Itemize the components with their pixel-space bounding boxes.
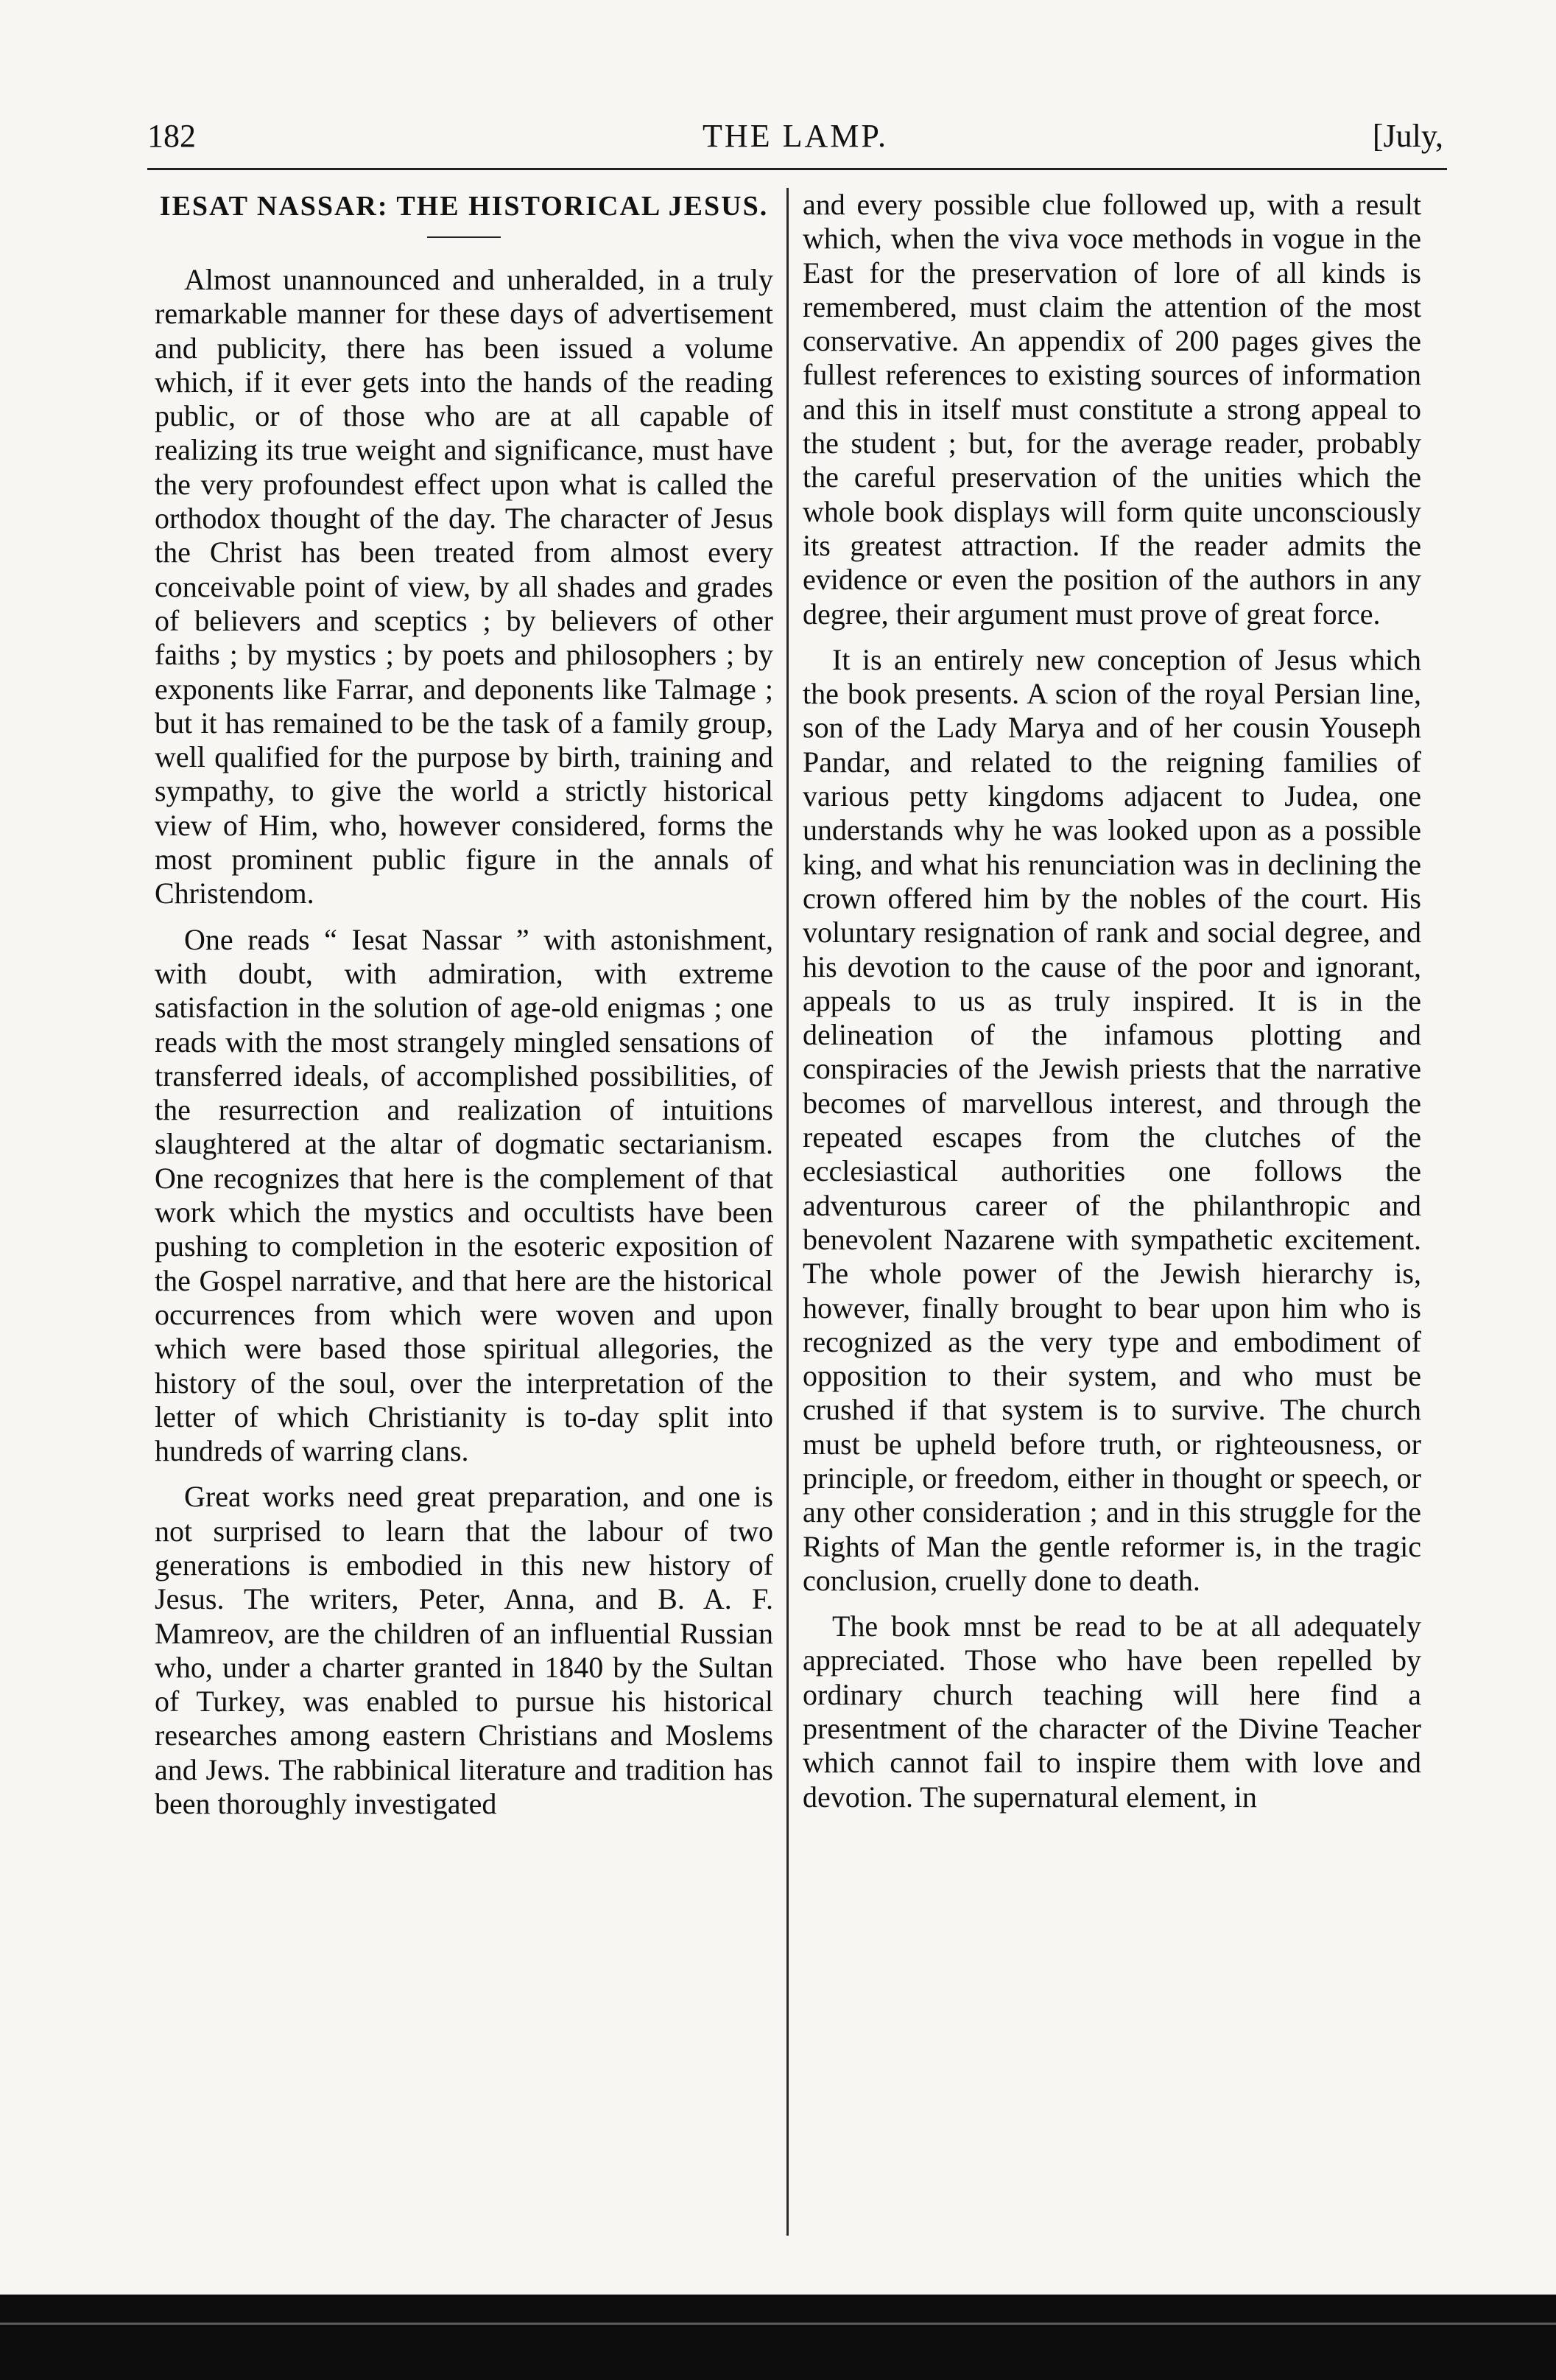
right-column [803,188,1421,1826]
article-title: IESAT NASSAR: THE HISTORICAL JESUS. [159,191,769,222]
column-divider [786,188,789,2236]
paragraph: It is an entirely new conception of Jesus which the book presents. A scion of the royal Persian line, son of the Lady Marya and of her cousin Youseph Pandar, and related to the reigning families of various petty kingdoms adjacent to Judea, one understands why he was looked upon as a possible king, and what his renunciation was in declining the crown offered him by the nobles of the court. His voluntary resignation of rank and social degree, and his devotion to the cause of the poor and ignorant, appeals to us as truly inspired. It is in the delineation of the infamous plotting and conspiracies of the Jewish priests that the narrative becomes of marvellous interest, and through the repeated escapes from the clutches of the ecclesiastical authorities one follows the adventurous career of the philanthropic and benevolent Nazarene with sympathetic excitement. The whole power of the Jewish hierarchy is, however, finally brought to bear upon him who is recognized as the very type and embodiment of opposition to their system, and who must be crushed if that system is to survive. The church must be upheld before truth, or righteousness, or principle, or freedom, either in thought or speech, or any other consideration ; and in this struggle for the Rights of Man the gentle reformer is, in the tragic conclusion, cruelly done to death. [803,642,1421,1597]
left-column [155,188,773,1833]
scan-edge [0,2295,1556,2380]
page-number: 182 [147,118,196,154]
running-title: THE LAMP. [703,118,888,154]
paragraph: Great works need great preparation, and one is not surprised to learn that the labour of two generations is embodied in this new history of Jesus. The writers, Peter, Anna, and B. A. F. Mamreov, are the children of an influential Russian who, under a charter granted in 1840 by the Sultan of Turkey, was enabled to pursue his historical researches among eastern Christians and Moslems and Jews. The rabbinical literature and tradition has been thoroughly investigated [155,1480,773,1821]
header-rule [147,168,1447,170]
title-divider [427,236,501,238]
paragraph: The book mnst be read to be at all adequately appreciated. Those who have been repelled by ordinary church teaching will here find a presentment of the character of the Divine Teacher which cannot fail to inspire them with love and devotion. The supernatural element, in [803,1610,1421,1814]
scan-streak [0,2323,1556,2325]
issue-month: [July, [1372,118,1443,154]
running-header [147,110,1443,162]
paragraph: One reads “ Iesat Nassar ” with astonishment, with doubt, with admiration, with extreme satisfaction in the solution of age-old enigmas ; one reads with the most strangely mingled sensations of transferred ideals, of accomplished possibilities, of the resurrection and realization of intuitions slaughtered at the altar of dogmatic sectarianism. One recognizes that here is the complement of that work which the mystics and occultists have been pushing to completion in the esoteric exposition of the Gospel narrative, and that here are the historical occurrences from which were woven and upon which were based those spiritual allegories, the history of the soul, over the interpretation of the letter of which Christianity is to-day split into hundreds of warring clans. [155,922,773,1468]
paragraph: Almost unannounced and unheralded, in a truly remarkable manner for these days of advertisement and publicity, there has been issued a volume which, if it ever gets into the hands of the reading public, or of those who are at all capable of realizing its true weight and significance, must have the very profoundest effect upon what is called the orthodox thought of the day. The character of Jesus the Christ has been treated from almost every conceivable point of view, by all shades and grades of believers and sceptics ; by believers of other faiths ; by mystics ; by poets and philosophers ; by exponents like Farrar, and deponents like Talmage ; but it has remained to be the task of a family group, well qualified for the purpose by birth, training and sympathy, to give the world a strictly historical view of Him, who, however considered, forms the most prominent public figure in the annals of Christendom. [155,263,773,910]
paragraph: and every possible clue followed up, with a result which, when the viva voce methods in vogue in the East for the preservation of lore of all kinds is remembered, must claim the attention of the most conservative. An appendix of 200 pages gives the fullest references to existing sources of information and this in itself must constitute a strong appeal to the student ; but, for the average reader, probably the careful preservation of the unities which the whole book displays will form quite unconsciously its greatest attraction. If the reader admits the evidence or even the position of the authors in any degree, their argument must prove of great force. [803,188,1421,631]
